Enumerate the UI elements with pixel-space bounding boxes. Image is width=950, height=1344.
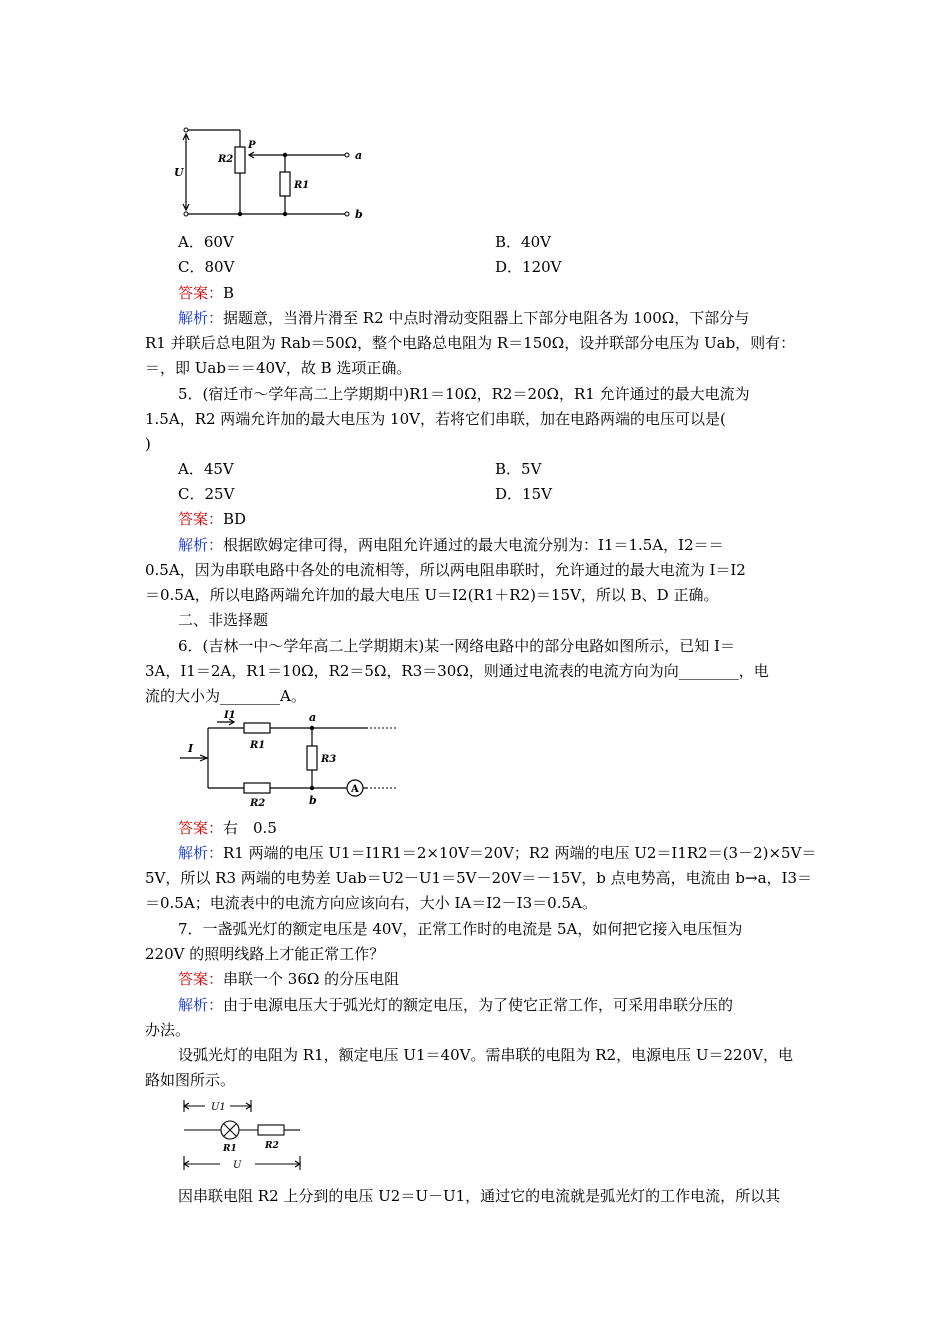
q6-stem-1: 6．(吉林一中～学年高二上学期期末)某一网络电路中的部分电路如图所示，已知 I＝: [178, 637, 735, 655]
answer-value: B: [223, 284, 235, 302]
label-a: a: [355, 149, 363, 162]
q7-explain-row: [178, 994, 733, 1016]
q6-explain-row: [178, 842, 816, 864]
label-a: a: [309, 711, 317, 724]
label-A: A: [351, 784, 359, 795]
label-U: U: [233, 1160, 242, 1171]
explain-text: 由于电源电压大于弧光灯的额定电压，为了使它正常工作，可采用串联分压的: [223, 996, 734, 1014]
q5-option-d: D．15V: [495, 485, 552, 503]
explain-text: R1 两端的电压 U1＝I1R1＝2×10V＝20V；R2 两端的电压 U2＝I1R2＝(3－2)×5V＝: [223, 844, 817, 862]
q6-stem-2: 3A，I1＝2A，R1＝10Ω，R2＝5Ω，R3＝30Ω，则通过电流表的电流方向为向________，电: [145, 662, 769, 680]
q5-stem-3: ): [145, 435, 151, 453]
label-R2: R2: [265, 1141, 279, 1151]
q5-explain-line-3: ＝0.5A，所以电路两端允许加的最大电压 U＝I2(R1＋R2)＝15V，所以 B、D 正确。: [145, 586, 719, 604]
q5-option-c: C．25V: [178, 485, 235, 503]
explain-label: 解析：: [178, 309, 224, 327]
label-R1: R1: [294, 180, 310, 191]
explain-label: 解析：: [178, 844, 224, 862]
q7-explain-line-2: 办法。: [145, 1021, 191, 1039]
q6-stem-3: 流的大小为________A。: [145, 687, 306, 705]
label-R1: R1: [223, 1144, 237, 1154]
answer-value: BD: [223, 510, 247, 528]
answer-label: 答案：: [178, 819, 224, 837]
label-U1: U1: [211, 1102, 226, 1113]
circuit-figure-2: [172, 708, 407, 813]
answer-label: 答案：: [178, 284, 224, 302]
q7-stem-1: 7．一盏弧光灯的额定电压是 40V，正常工作时的电流是 5A，如何把它接入电压恒为: [178, 920, 743, 938]
q4-explain-line-3: ＝，即 Uab＝＝40V，故 B 选项正确。: [145, 359, 412, 377]
explain-text: 据题意，当滑片滑至 R2 中点时滑动变阻器上下部分电阻各为 100Ω，下部分与: [223, 309, 750, 327]
q4-option-b: B．40V: [495, 233, 551, 251]
q6-explain-line-2: 5V，所以 R3 两端的电势差 Uab＝U2－U1＝5V－20V＝－15V，b 点电势高，电流由 b→a，I3＝: [145, 869, 813, 887]
answer-value: 右 0.5: [223, 819, 277, 837]
q4-explain-line-2: R1 并联后总电阻为 Rab＝50Ω，整个电路总电阻为 R＝150Ω，设并联部分电压为 Uab，则有：: [145, 334, 796, 352]
q5-answer-row: [178, 508, 246, 530]
answer-label: 答案：: [178, 510, 224, 528]
q5-explain-row: [178, 534, 724, 556]
q7-para-2: 路如图所示。: [145, 1071, 236, 1089]
answer-value: 串联一个 36Ω 的分压电阻: [223, 970, 400, 988]
explain-text: 根据欧姆定律可得，两电阻允许通过的最大电流分别为：I1＝1.5A，I2＝＝: [223, 536, 724, 554]
label-R1: R1: [250, 740, 266, 751]
q5-option-a: A．45V: [178, 460, 234, 478]
section-heading: 二、非选择题: [178, 611, 269, 629]
label-b: b: [355, 208, 363, 221]
q7-stem-2: 220V 的照明线路上才能正常工作？: [145, 945, 385, 963]
q5-explain-line-2: 0.5A，因为串联电路中各处的电流相等，所以两电阻串联时，允许通过的最大电流为 I＝I2: [145, 561, 746, 579]
q4-option-c: C．80V: [178, 258, 235, 276]
answer-label: 答案：: [178, 970, 224, 988]
label-I1: I1: [224, 710, 236, 721]
q4-option-a: A．60V: [178, 233, 234, 251]
label-R2: R2: [218, 154, 234, 165]
q6-answer-row: [178, 817, 277, 839]
circuit-figure-1: [170, 122, 370, 222]
q5-option-b: B．5V: [495, 460, 542, 478]
explain-label: 解析：: [178, 996, 224, 1014]
q6-explain-line-3: ＝0.5A；电流表中的电流方向应该向右，大小 IA＝I2－I3＝0.5A。: [145, 894, 597, 912]
label-R3: R3: [321, 754, 337, 765]
q7-answer-row: [178, 968, 399, 990]
label-U: U: [174, 166, 184, 179]
q4-option-d: D．120V: [495, 258, 562, 276]
q7-para-1: 设弧光灯的电阻为 R1，额定电压 U1＝40V。需串联的电阻为 R2，电源电压 U＝220V，电: [178, 1046, 793, 1064]
q7-para-3: 因串联电阻 R2 上分到的电压 U2＝U－U1，通过它的电流就是弧光灯的工作电流，所以其: [178, 1187, 781, 1205]
q5-stem-1: 5．(宿迁市～学年高二上学期期中)R1＝10Ω，R2＝20Ω，R1 允许通过的最大电流为: [178, 385, 750, 403]
label-I: I: [188, 742, 194, 755]
label-R2: R2: [250, 798, 266, 809]
q4-explain-row: [178, 307, 749, 329]
q5-stem-2: 1.5A，R2 两端允许加的最大电压为 10V，若将它们串联，加在电路两端的电压可以是(: [145, 410, 726, 428]
explain-label: 解析：: [178, 536, 224, 554]
circuit-figure-3: [175, 1094, 315, 1176]
label-P: P: [248, 140, 256, 151]
label-b: b: [309, 794, 317, 807]
q4-answer-row: [178, 282, 234, 304]
